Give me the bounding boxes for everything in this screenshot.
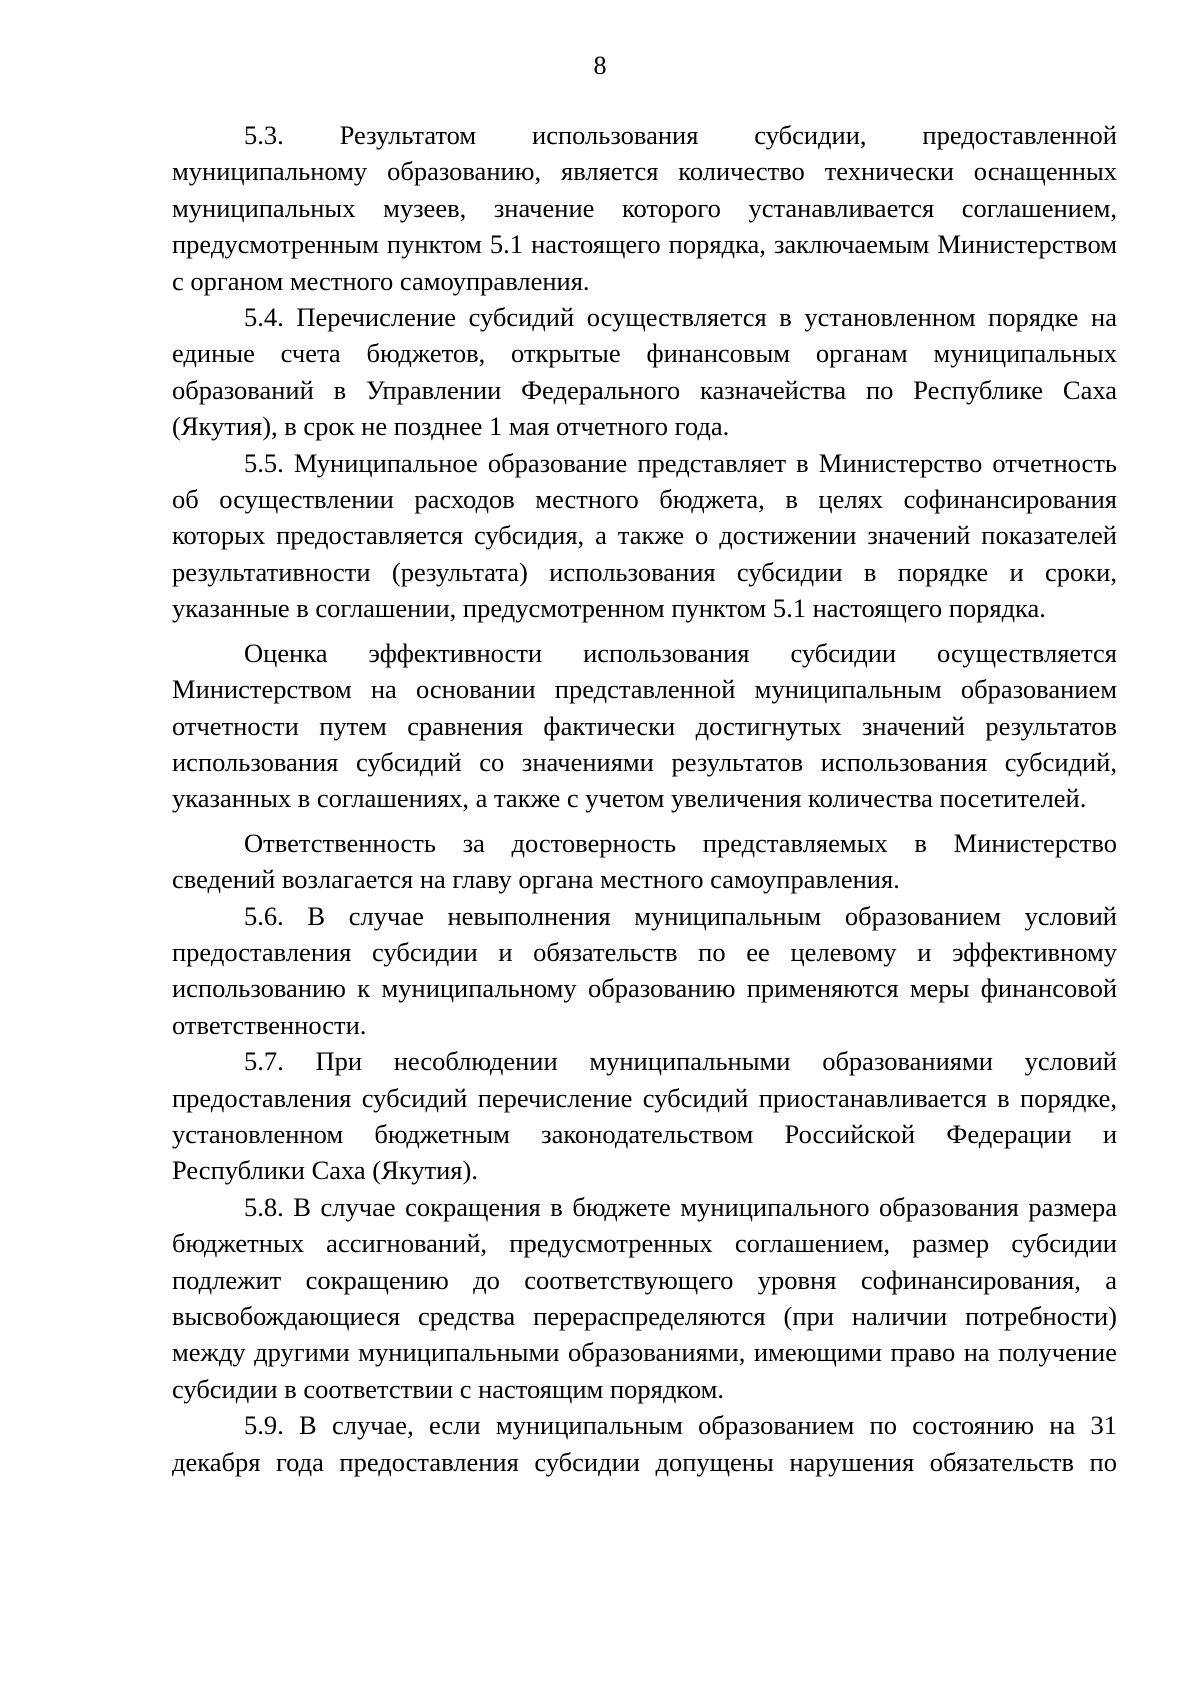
paragraph-5-4: 5.4. Перечисление субсидий осуществляется в установленном порядке на единые счета бюджетов, открытые финансовым органам муниципальных образований в Управлении Федерального казначейства по Республике Саха (Якутия), в срок не позднее 1 мая отчетного года.	[172, 302, 1117, 442]
paragraph-5-6: 5.6. В случае невыполнения муниципальным образованием условий предоставления субсидии и обязательств по ее целевому и эффективному использованию к муниципальному образованию применяются меры финансовой ответственности.	[172, 900, 1117, 1040]
page-number: 8	[593, 51, 607, 80]
document-body	[172, 117, 1117, 1480]
paragraph-responsibility: Ответственность за достоверность представляемых в Министерство сведений возлагается на главу органа местного самоуправления.	[172, 827, 1117, 895]
paragraph-efficiency-evaluation: Оценка эффективности использования субсидии осуществляется Министерством на основании представленной муниципальным образованием отчетности путем сравнения фактически достигнутых значений результатов использования субсидий со значениями результатов использования субсидий, указанных в соглашениях, а также с учетом увеличения количества посетителей.	[172, 637, 1117, 814]
paragraph-5-5: 5.5. Муниципальное образование представляет в Министерство отчетность об осуществлении расходов местного бюджета, в целях софинансирования которых предоставляется субсидия, а также о достижении значений показателей результативности (результата) использования субсидии в порядке и сроки, указанные в соглашении, предусмотренном пунктом 5.1 настоящего порядка.	[172, 447, 1117, 624]
paragraph-5-9: 5.9. В случае, если муниципальным образованием по состоянию на 31 декабря года предоставления субсидии допущены нарушения обязательств по	[172, 1410, 1117, 1477]
paragraph-5-8: 5.8. В случае сокращения в бюджете муниципального образования размера бюджетных ассигнований, предусмотренных соглашением, размер субсидии подлежит сокращению до соответствующего уровня софинансирования, а высвобождающиеся средства перераспределяются (при наличии потребности) между другими муниципальными образованиями, имеющими право на получение субсидии в соответствии с настоящим порядком.	[172, 1191, 1117, 1404]
paragraph-5-7: 5.7. При несоблюдении муниципальными образованиями условий предоставления субсидий перечисление субсидий приостанавливается в порядке, установленном бюджетным законодательством Российской Федерации и Республики Саха (Якутия).	[172, 1046, 1117, 1186]
paragraph-5-3: 5.3. Результатом использования субсидии, предоставленной муниципальному образованию, является количество технически оснащенных муниципальных музеев, значение которого устанавливается соглашением, предусмотренным пунктом 5.1 настоящего порядка, заключаемым Министерством с органом местного самоуправления.	[172, 120, 1117, 296]
